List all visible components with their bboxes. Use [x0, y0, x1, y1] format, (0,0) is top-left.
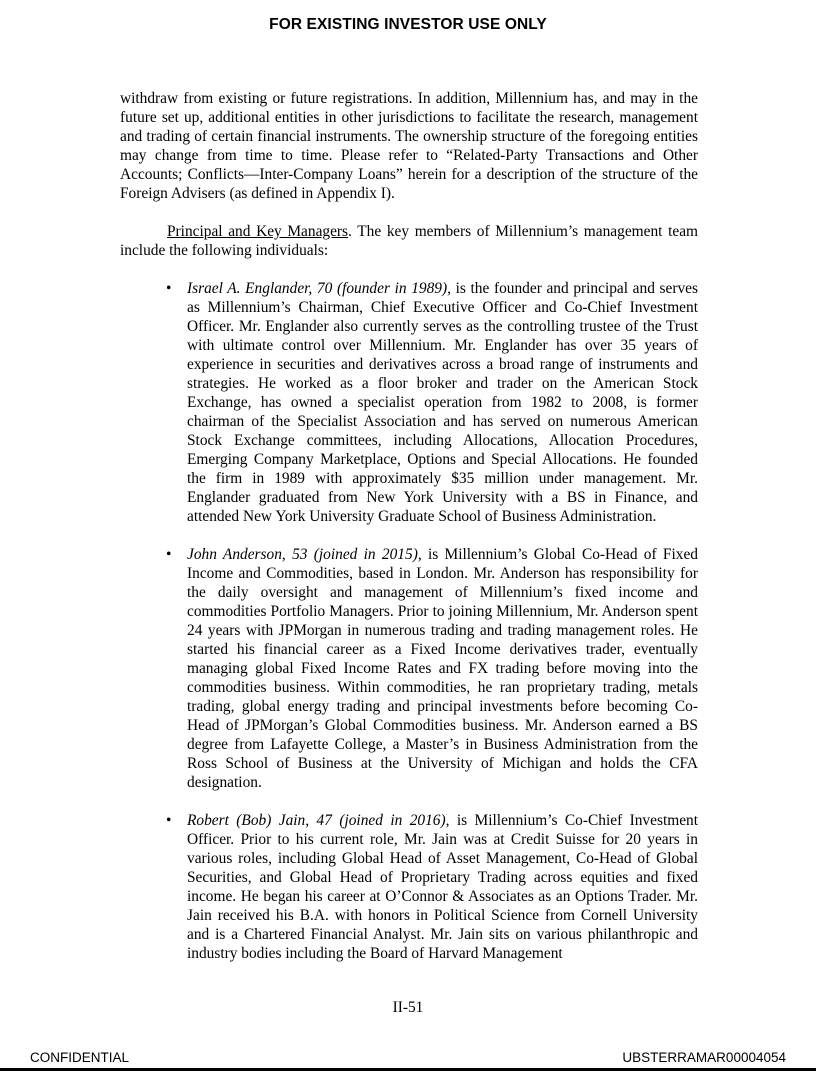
manager-bio-jain: is Millennium’s Co-Chief Investment Officer. Prior to his current role, Mr. Jain was at Credit Suisse for 20 years in various roles, including Global Head of Asset Management, Co-Head of Global Securities, and Global Head of Proprietary Trading across equities and fixed income. He began his career at O’Connor & Associates as an Options Trader. Mr. Jain received his B.A. with honors in Political Science from Cornell University and is a Chartered Financial Analyst. Mr. Jain sits on various philanthropic and industry bodies including the Board of Harvard Management [187, 812, 698, 962]
bullet-icon: • [166, 280, 172, 297]
bullet-icon: • [166, 546, 172, 563]
list-item-jain [166, 811, 698, 963]
manager-name-jain: Robert (Bob) Jain, 47 (joined in 2016), [187, 812, 450, 829]
list-item-englander [166, 279, 698, 526]
page-header: FOR EXISTING INVESTOR USE ONLY [269, 16, 547, 33]
bullet-icon: • [166, 812, 172, 829]
underlined-heading-principal-and-key-managers: Principal and Key Managers [167, 223, 349, 240]
bates-number: UBSTERRAMAR00004054 [622, 1050, 786, 1065]
manager-name-anderson: John Anderson, 53 (joined in 2015), [187, 546, 422, 563]
manager-bio-englander: is the founder and principal and serves as Millennium’s Chairman, Chief Executive Officer and Co-Chief Investment Officer. Mr. Englander also currently serves as the controlling trustee of the Trust with ultimate control over Millennium. Mr. Englander has over 35 years of experience in securities and derivatives across a broad range of instruments and strategies. He worked as a floor broker and trader on the American Stock Exchange, has owned a specialist operation from 1982 to 2008, is former chairman of the Specialist Association and has served on numerous American Stock Exchange committees, including Allocations, Allocation Procedures, Emerging Company Marketplace, Options and Special Allocations. He founded the firm in 1989 with approximately $35 million under management. Mr. Englander graduated from New York University with a BS in Finance, and attended New York University Graduate School of Business Administration. [187, 280, 698, 525]
managers-list [120, 279, 698, 963]
document-body [120, 89, 698, 963]
manager-name-englander: Israel A. Englander, 70 (founder in 1989), [187, 280, 451, 297]
manager-bio-anderson: is Millennium’s Global Co-Head of Fixed Income and Commodities, based in London. Mr. Anderson has responsibility for the daily oversight and management of Millennium’s fixed income and commodities Portfolio Managers. Prior to joining Millennium, Mr. Anderson spent 24 years with JPMorgan in numerous trading and trading management roles. He started his financial career as a Fixed Income derivatives trader, eventually managing global Fixed Income Rates and FX trading before moving into the commodities business. Within commodities, he ran proprietary trading, metals trading, global energy trading and principal investments before becoming Co-Head of JPMorgan’s Global Commodities business. Mr. Anderson earned a BS degree from Lafayette College, a Master’s in Business Administration from the Ross School of Business at the University of Michigan and holds the CFA designation. [187, 546, 698, 791]
list-item-anderson [166, 545, 698, 792]
page-number: II-51 [392, 999, 424, 1016]
confidential-label: CONFIDENTIAL [30, 1050, 130, 1065]
paragraph-principal-managers [120, 222, 698, 260]
paragraph-principal-managers-text: . The key members of Millennium’s management team include the following individuals: [120, 223, 698, 259]
bottom-rule [0, 1068, 816, 1071]
paragraph-registrations: withdraw from existing or future registrations. In addition, Millennium has, and may in the future set up, additional entities in other jurisdictions to facilitate the research, management and trading of certain financial instruments. The ownership structure of the foregoing entities may change from time to time. Please refer to “Related-Party Transactions and Other Accounts; Conflicts—Inter-Company Loans” herein for a description of the structure of the Foreign Advisers (as defined in Appendix I). [120, 90, 698, 202]
